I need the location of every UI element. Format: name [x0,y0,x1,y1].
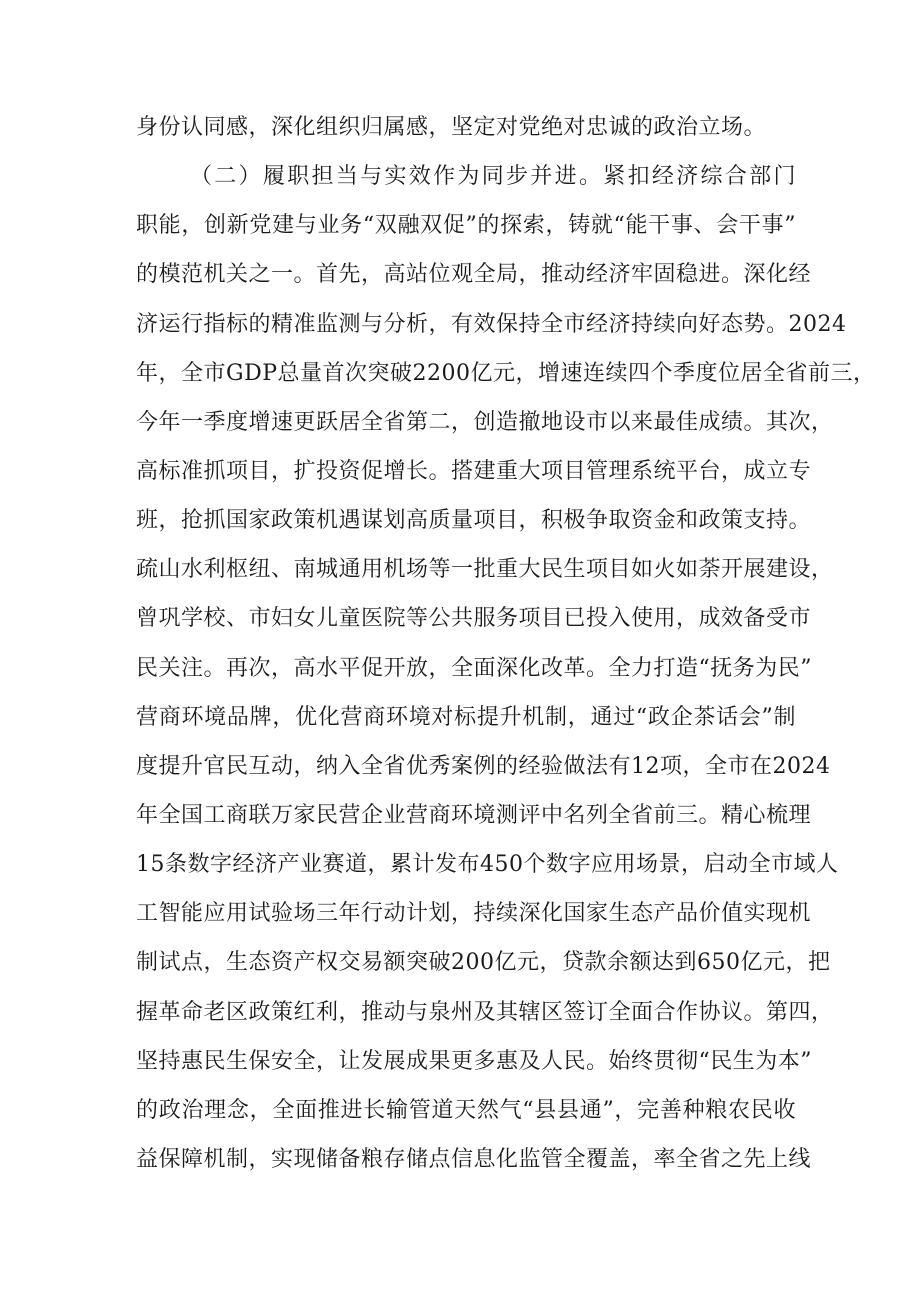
text-line-8: 高标准抓项目，扩投资促增长。搭建重大项目管理系统平台，成立专 [136,459,812,484]
text-line-21: 的政治理念，全面推进长输管道天然气“县县通”，完善种粮农民收 [136,1097,796,1123]
text-line-13: 营商环境品牌，优化营商环境对标提升机制，通过“政企茶话会”制 [136,704,796,730]
text-line-20: 坚持惠民生保安全，让发展成果更多惠及人民。始终贯彻“民生为本” [136,1048,812,1074]
text-line-10: 疏山水利枢纽、南城通用机场等一批重大民生项目如火如荼开展建设， [136,557,834,583]
text-line-9: 班，抢抓国家政策机遇谋划高质量项目，积极争取资金和政策支持。 [136,508,812,534]
text-line-1: 身份认同感，深化组织归属感，坚定对党绝对忠诚的政治立场。 [136,115,767,140]
text-line-15: 年全国工商联万家民营企业营商环境测评中名列全省前三。精心梳理 [136,803,812,828]
text-line-6: 年，全市GDP总量首次突破2200亿元，增速连续四个季度位居全省前三， [136,360,876,386]
paragraph-heading-line: （二）履职担当与实效作为同步并进。紧扣经济综合部门 [190,164,796,190]
text-line-18: 制试点，生态资产权交易额突破200亿元，贷款余额达到650亿元，把 [136,950,831,976]
text-line-19: 握革命老区政策红利，推动与泉州及其辖区签订全面合作协议。第四， [136,999,834,1025]
text-line-14: 度提升官民互动，纳入全省优秀案例的经验做法有12项，全市在2024 [136,753,831,779]
text-line-5: 济运行指标的精准监测与分析，有效保持全市经济持续向好态势。2024 [136,311,847,337]
text-line-12: 民关注。再次，高水平促开放，全面深化改革。全力打造“抚务为民” [136,655,812,681]
text-line-3: 职能，创新党建与业务“双融双促”的探索，铸就“能干事、会干事” [136,213,796,239]
text-line-11: 曾巩学校、市妇女儿童医院等公共服务项目已投入使用，成效备受市 [136,606,812,632]
text-line-22: 益保障机制，实现储备粮存储点信息化监管全覆盖，率全省之先上线 [136,1147,812,1172]
text-line-16: 15条数字经济产业赛道，累计发布450个数字应用场景，启动全市域人 [136,852,839,878]
text-line-7: 今年一季度增速更跃居全省第二，创造撤地设市以来最佳成绩。其次， [136,409,834,435]
text-line-4: 的模范机关之一。首先，高站位观全局，推动经济牢固稳进。深化经 [136,262,812,288]
text-line-17: 工智能应用试验场三年行动计划，持续深化国家生态产品价值实现机 [136,901,812,927]
